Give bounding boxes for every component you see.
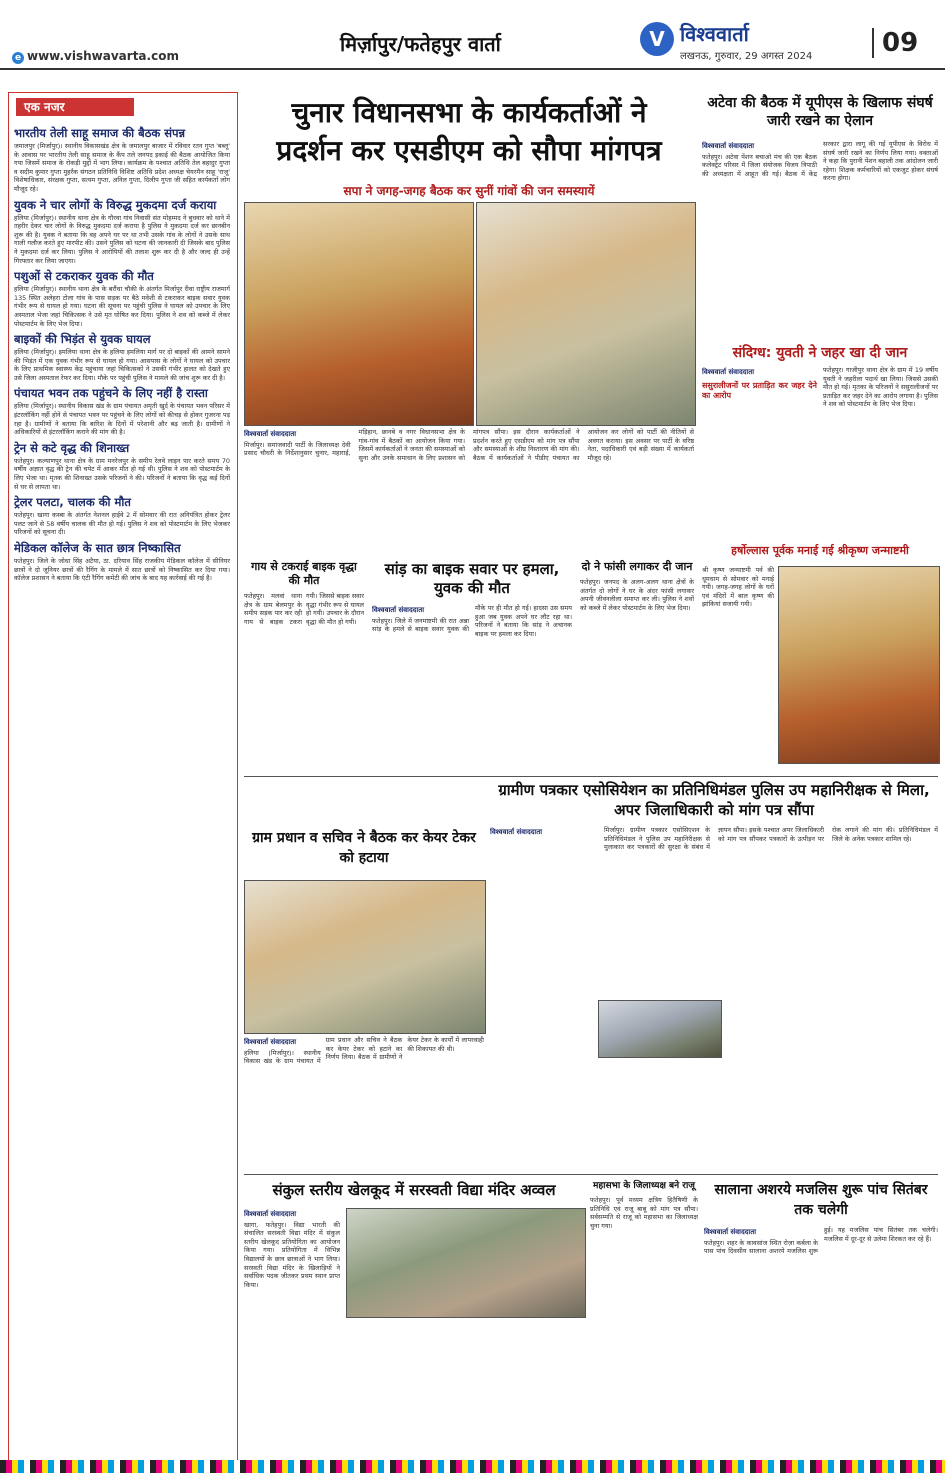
lead-headline-line2: प्रदर्शन कर एसडीएम को सौपा मांगपत्र (276, 134, 662, 167)
ek-nazar-label: एक नजर (16, 98, 134, 116)
story-title: पशुओं से टकराकर युवक की मौत (14, 269, 154, 284)
story-title: मेडिकल कॉलेज के सात छात्र निष्कासित (14, 541, 181, 555)
website-text: www.vishwavarta.com (27, 49, 179, 63)
sports-headline[interactable]: संकुल स्तरीय खेलकूद में सरस्वती विद्या मंदिर अव्वल (272, 1181, 556, 1199)
story-title: भारतीय तेली साहू समाज की बैठक संपन्न (14, 126, 186, 140)
story-body: फतेहपुर। जिले के जोधा सिंह अटैया, ठा. दरियाव सिंह राजकीय मेडिकल कॉलेज में सीनियर छात्रों ने दो जूनियर छात्रों की रैगिंग के मामले में सात छात्रों को निष्कासित कर दिया गया। कॉलेज प्रशासन ने बताया कि एंटी रैगिंग कमेटी की जांच के बाद यह कार्रवाई की गई है। (14, 557, 230, 583)
color-calibration-bar (0, 1460, 945, 1473)
journalists-byline: विश्ववार्ता संवाददाता (490, 828, 543, 836)
journalists-body (490, 826, 938, 1168)
story-body: हलिया (मिर्जापुर)। इमलिया थाना क्षेत्र के हलिया इमलिया मार्ग पर दो बाइकों की आमने सामने की भिड़ंत में एक युवक गंभीर रूप से घायल हो गया। आसपास के लोगों ने घायल को उपचार के लिए प्राथमिक स्वास्थ्य केंद्र पहुंचाया जहां चिकित्सकों ने उसकी गंभीर हालत को देखते हुए उसे जिला अस्पताल रेफर कर दिया। मौके पर पहुंची पुलिस ने मामले की जांच शुरू कर दी है। (14, 348, 230, 382)
sports-body-text: खागा, फतेहपुर। विद्या भारती की संचालित सरस्वती विद्या मंदिर में संकुल स्तरीय खेलकूद प्रतियोगिता का आयोजन किया गया। प्रतियोगिता में विभिन्न विद्यालयों के छात्र छात्राओं ने भाग लिया। सरस्वती विद्या मंदिर के खिलाड़ियों ने सर्वाधिक पदक जीतकर प्रथम स्थान प्राप्त किया। (244, 1220, 340, 1289)
left-column-stories (14, 122, 230, 1454)
poison-body-text: फतेहपुर। गाजीपुर थाना क्षेत्र के ग्राम में 19 वर्षीय युवती ने जहरीला पदार्थ खा लिया। जिससे उसकी मौत हो गई। मृतका के परिजनों ने ससुरालीजनों पर प्रताड़ित कर जहर देने का आरोप लगाया है। पुलिस ने शव को पोस्टमार्टम के लिए भेज दिया। (823, 366, 938, 409)
ups-byline: विश्ववार्ता संवाददाता (702, 142, 755, 150)
section-title: मिर्ज़ापुर/फतेहपुर वार्ता (340, 32, 501, 56)
mahasabha-body-text: फतेहपुर। पूर्व मध्यम क्षत्रिय हितैषिणी के प्रतिनिधि एवं राजू बाबू को मांग पत्र सौंपा। सर्वसम्मति से राजू को महासभा का जिलाध्यक्ष चुना गया। (590, 1196, 698, 1230)
lead-headline[interactable] (244, 94, 694, 170)
story-title: बाइकों की भिड़ंत से युवक घायल (14, 332, 151, 347)
story-item (14, 386, 230, 436)
story-title: युवक ने चार लोगों के विरुद्ध मुकदमा दर्ज कराया (14, 197, 217, 212)
meeting-body (244, 1036, 484, 1168)
sports-byline: विश्ववार्ता संवाददाता (244, 1210, 297, 1218)
page-number: 09 (872, 28, 918, 58)
cow-body-text: फतेहपुर। मलवां थाना क्षेत्र के ग्राम बेलमपुर के समीप सड़क पार कर रही गाय से बाइक टकरा गयी। जिससे बाइक सवार वृद्धा गंभीर रूप से घायल हो गयी। उपचार के दौरान वृद्धा की मौत हो गयी। (244, 592, 364, 626)
lead-photo-protest (244, 202, 474, 426)
journalists-photo (598, 1000, 722, 1058)
janmashtami-headline[interactable]: हर्षोल्लास पूर्वक मनाई गई श्रीकृष्ण जन्माष्टमी (731, 544, 909, 557)
hanging-body-text: फतेहपुर। जनपद के अलग-अलग थाना क्षेत्रों के अंतर्गत दो लोगों ने घर के अंदर फांसी लगाकर अपनी जीवनलीला समाप्त कर ली। पुलिस ने शवों को कब्जे में लेकर पोस्टमार्टम के लिए भेज दिया। (580, 578, 694, 612)
bull-byline: विश्ववार्ता संवाददाता (372, 606, 425, 614)
sports-photo (346, 1208, 586, 1318)
poison-headline[interactable]: संदिग्ध: युवती ने जहर खा दी जान (732, 345, 908, 361)
majlis-body-text: फतेहपुर। शहर के कावसांज स्थित रोज़ा कर्बला के पास पांच दिवसीय सालाना अशरये मजलिस शुरू हुई। यह मजलिस पांच सितंबर तक चलेगी। मजलिस में दूर-दूर से उलेमा शिरकत कर रहे हैं। (704, 1226, 938, 1256)
brand-name: विश्ववार्ता (680, 22, 749, 46)
meeting-byline: विश्ववार्ता संवाददाता (244, 1038, 297, 1046)
ups-body (702, 140, 938, 340)
majlis-byline: विश्ववार्ता संवाददाता (704, 1228, 757, 1236)
story-body: हलिया (मिर्जापुर)। स्थानीय थाना क्षेत्र के बरौंधा चौकी के अंतर्गत मिर्जापुर रीवा राष्ट्रीय राजमार्ग 135 स्थित अलेहरा टोला गांव के पास सड़क पर बैठे मवेशी से टकराकर बाइक सवार युवक गंभीर रूप से घायल हो गया। घटना की सूचना पर पहुंची पुलिस ने घायल को उपचार के लिए अस्पताल भेजा जहां चिकित्सक ने उसे मृत घोषित कर दिया। पुलिस ने शव को कब्जे में लेकर पोस्टमार्टम के लिए भेज दिया। (14, 285, 230, 328)
story-item (14, 441, 230, 491)
poison-body (702, 366, 938, 536)
meeting-headline[interactable]: ग्राम प्रधान व सचिव ने बैठक कर केयर टेकर को हटाया (252, 830, 476, 866)
lead-subhead: सपा ने जगह-जगह बैठक कर सुनीं गांवों की जन समस्यायें (343, 184, 595, 198)
lead-photo-meeting (476, 202, 696, 426)
poison-subhead: ससुरालीजनों पर प्रताड़ित कर जहर देने का आरोप (702, 380, 817, 400)
story-title: पंचायत भवन तक पहुंचने के लिए नहीं है रास्ता (14, 386, 208, 401)
sports-body-col1 (244, 1208, 340, 1458)
story-body: हलिया (मिर्जापुर)। स्थानीय विकास खंड के ग्राम पंचायत अमृती खुर्द के पंचायत भवन परिसर में इंटरलॉकिंग नहीं होने से पंचायत भवन पर पहुंचने के लिए लोगों को कीचड़ से होकर गुजरना पड़ रहा है। ग्रामीणों ने बताया कि बारिश के दिनों में परेशानी और बढ़ जाती है। ग्रामीणों ने अधिकारियों से इंटरलॉकिंग कराने की मांग की है। (14, 402, 230, 437)
cow-headline[interactable]: गाय से टकराई बाइक वृद्धा की मौत (251, 560, 357, 587)
story-body: फतेहपुर। कल्याणपुर थाना क्षेत्र के ग्राम मनरेजपुर के समीप रेलवे लाइन पार करते समय 70 वर्षीय अज्ञात वृद्ध की ट्रेन की चपेट में आकर मौत हो गई थी। पुलिस ने शव को पोस्टमार्टम के लिए भेजा था। मृतक की शिनाख्त उसके परिजनों ने की। परिजनों ने बताया कि वृद्ध कई दिनों से घर से लापता था। (14, 456, 230, 491)
story-item (14, 541, 230, 583)
browser-icon: e (12, 52, 24, 64)
story-body: फतेहपुर। खागा कस्बा के अंतर्गत नेशनल हाईवे 2 में सोमवार की रात अनियंत्रित होकर ट्रेलर पलट जाने से 58 वर्षीय चालक की मौत हो गई। पुलिस ने शव को पोस्टमार्टम के लिए भेजकर परिजनों को सूचना दी। (14, 511, 230, 537)
lead-byline: विश्ववार्ता संवाददाता (244, 430, 297, 438)
cow-body (244, 592, 364, 770)
meeting-body-text: हलिया (मिर्जापुर)। स्थानीय विकास खंड के ग्राम पंचायत में ग्राम प्रधान और सचिव ने बैठक कर केयर टेकर को हटाने का निर्णय लिया। बैठक में ग्रामीणों ने केयर टेकर के कार्यों में लापरवाही की शिकायत की थी। (244, 1036, 484, 1066)
lead-body-text: मिर्जापुर। समाजवादी पार्टी के जिलाध्यक्ष देवी प्रसाद चौधरी के निर्देशानुसार चुनार, महाराई, मड़िहान, छानबे व नगर विधानसभा क्षेत्र के गांव-गांव में बैठकों का आयोजन किया गया। जिसमें कार्यकर्ताओं ने जनता की समस्याओं को सुना और उनके समाधान के लिए प्रशासन को मांगपत्र सौंपा। इस दौरान कार्यकर्ताओं ने प्रदर्शन करते हुए एसडीएम को मांग पत्र सौंपा और समस्याओं के शीघ्र निस्तारण की मांग की। बैठक में कार्यकर्ताओं ने पीडीए पंचायत का आयोजन कर लोगों को पार्टी की नीतियों से अवगत कराया। इस अवसर पर पार्टी के वरिष्ठ नेता, पदाधिकारी एवं बड़ी संख्या में कार्यकर्ता मौजूद रहे। (244, 428, 694, 462)
section-divider (244, 776, 938, 777)
lead-headline-line1: चुनार विधानसभा के कार्यकर्ताओं ने (291, 96, 647, 129)
bull-body (372, 604, 572, 770)
ups-headline[interactable]: अटेवा की बैठक में यूपीएस के खिलाफ संघर्ष जारी रखने का ऐलान (707, 95, 933, 129)
story-body: जमालपुर (मिर्जापुर)। स्थानीय विकासखंड क्षेत्र के जमालपुर बाजार में रविवार रतन गुप्त 'बब्लू' के आवास पर भारतीय तेली साहू समाज के कैंप तले जनपद इकाई की बैठक आयोजित किया गया जिसमें समाज के रोकड़ी मुद्दों में भाग लिया। कार्यक्रम के पश्चात अतिथि तेल बहादुर गुप्ता व सदीम कुमार गुप्ता मुहर्रंक संगठन प्रतिनिधि विशिष्ट अतिथि प्रदेश अध्यक्ष चेयरमैन साहू 'राजू' विशेषाधिकार, संरक्षक गुप्ता, सत्यम गुप्ता, अनिल गुप्ता, दिलीप गुप्ता जी सहित कार्यकर्ता लोग मौजूद रहे। (14, 142, 230, 193)
story-item (14, 126, 230, 194)
story-title: ट्रेन से कटे वृद्ध की शिनाख्त (14, 440, 130, 455)
hanging-headline[interactable]: दो ने फांसी लगाकर दी जान (581, 560, 693, 573)
story-item (14, 332, 230, 382)
majlis-body (704, 1226, 938, 1458)
mahasabha-headline[interactable]: महासभा के जिलाध्यक्ष बने राजू (592, 1181, 695, 1191)
section-divider (244, 1174, 938, 1175)
janmashtami-body-text: श्री कृष्ण जन्माष्टमी पर्व की धूमधाम से सोमवार को मनाई गयी। जगह-जगह लोगों के घरों एवं मंदिरों में बाल कृष्ण की झांकियां सजायी गयी। (702, 566, 774, 609)
meeting-photo (244, 880, 486, 1034)
story-item (14, 269, 230, 328)
story-title: ट्रेलर पलटा, चालक की मौत (14, 495, 131, 510)
journalists-headline[interactable]: ग्रामीण पत्रकार एसोसियेशन का प्रतिनिधिमंडल पुलिस उप महानिरीक्षक से मिला, अपर जिलाधिकारी को मांग पत्र सौंपा (498, 781, 930, 819)
ups-body-text: फतेहपुर। अटेवा पेंशन बचाओ मंच की एक बैठक कलेक्ट्रेट परिसर में जिला संयोजक विजय त्रिपाठी की अध्यक्षता में आहूत की गई। बैठक में केंद्र सरकार द्वारा लागू की गई यूपीएस के विरोध में संघर्ष जारी रखने का निर्णय लिया गया। वक्ताओं ने कहा कि पुरानी पेंशन बहाली तक आंदोलन जारी रहेगा। शिक्षक कर्मचारियों को एकजुट होकर संघर्ष करना होगा। (702, 140, 938, 183)
lead-body (244, 428, 694, 540)
journalists-body-text: मिर्जापुर। ग्रामीण पत्रकार एसोसिएशन के प्रतिनिधिमंडल ने पुलिस उप महानिरीक्षक से मुलाकात कर पत्रकारों की सुरक्षा के संबंध में ज्ञापन सौंपा। इसके पश्चात अपर जिलाधिकारी को मांग पत्र सौंपकर पत्रकारों के उत्पीड़न पर रोक लगाने की मांग की। प्रतिनिधिमंडल में जिले के अनेक पत्रकार शामिल रहे। (604, 826, 938, 852)
bull-body-text: फतेहपुर। जिले में जनमाष्टमी की रात अन्ना सांड़ के हमले से बाइक सवार युवक की मौके पर ही मौत हो गई। हादसा उस समय हुआ जब युवक अपने घर लौट रहा था। परिजनों ने बताया कि सांड़ ने अचानक बाइक पर हमला कर दिया। (372, 604, 572, 638)
website-url[interactable] (12, 49, 179, 64)
poison-byline: विश्ववार्ता संवाददाता (702, 368, 755, 376)
story-body: हलिया (मिर्जापुर)। स्थानीय थाना क्षेत्र के गौरवा गांव निवासी संत मोहम्मद ने बुधवार को थाने में तहरीर देकर चार लोगों के विरुद्ध मुकदमा दर्ज कराया है पुलिस ने मुकदमा दर्ज कर छानबीन शुरू की है। युवक ने बताया कि वह अपने घर पर था तभी उसके गांव के लोगों ने उसके साथ गाली गलौज करते हुए मारपीट की। उसने पुलिस को घटना की जानकारी दी जिसके बाद पुलिस ने मुकदमा दर्ज कर लिया। पुलिस ने आरोपियों की तलाश शुरू कर दी है और जल्द ही उन्हें गिरफ्तार कर लिया जाएगा। (14, 213, 230, 265)
janmashtami-photo (778, 566, 940, 764)
majlis-headline[interactable]: सालाना अशरये मजलिस शुरू पांच सितंबर तक चलेगी (714, 1182, 928, 1218)
bull-headline[interactable]: सांड़ का बाइक सवार पर हमला, युवक की मौत (384, 560, 560, 597)
story-item (14, 198, 230, 266)
logo-icon: V (640, 22, 674, 56)
dateline: लखनऊ, गुरुवार, 29 अगस्त 2024 (680, 51, 813, 62)
janmashtami-body (702, 566, 774, 746)
story-item (14, 495, 230, 537)
mahasabha-body (590, 1196, 698, 1458)
hanging-body (580, 578, 694, 770)
